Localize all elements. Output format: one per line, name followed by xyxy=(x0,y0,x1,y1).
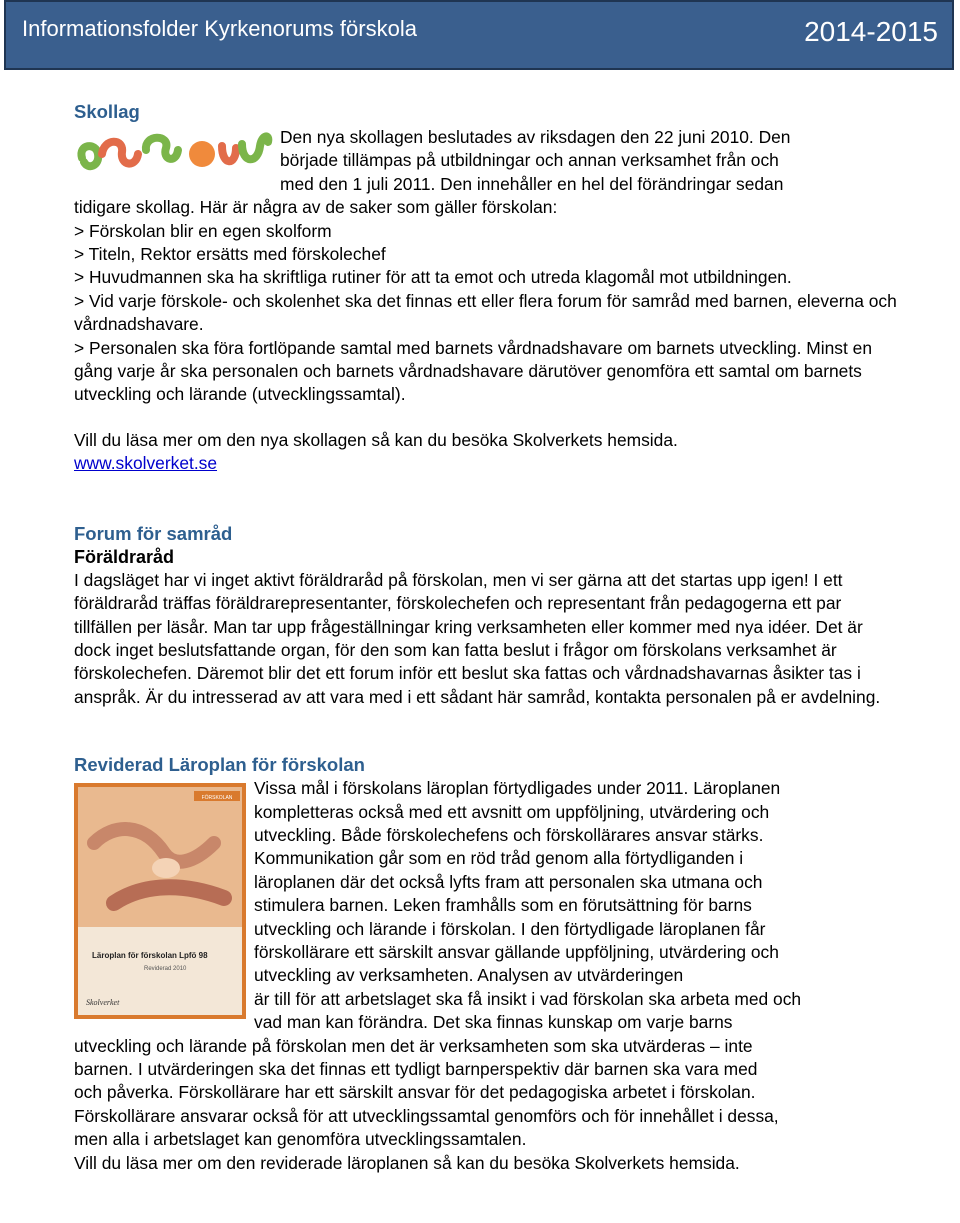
skollag-line: tidigare skollag. Här är några av de saker som gäller förskolan: xyxy=(74,197,558,218)
school-year: 2014-2015 xyxy=(804,16,938,47)
document-title: Informationsfolder Kyrkenorums förskola xyxy=(22,16,417,41)
laroplan-line: utveckling av verksamheten. Analysen av utvärderingen xyxy=(254,965,684,986)
forum-heading: Forum för samråd xyxy=(74,522,233,544)
laroplan-line: är till för att arbetslaget ska få insikt i vad förskolan ska arbeta med och xyxy=(254,988,802,1009)
laroplan-cover-image xyxy=(74,783,250,1023)
skollag-bullet: > Förskolan blir en egen skolform xyxy=(74,220,332,241)
laroplan-line: förskollärare ett särskilt ansvar gällande uppföljning, utvärdering och xyxy=(254,941,779,962)
cover-title: Läroplan för förskolan Lpfö 98 xyxy=(92,951,208,961)
cover-publisher-top: FÖRSKOLAN xyxy=(201,795,233,802)
laroplan-line: Vissa mål i förskolans läroplan förtydligades under 2011. Läroplanen xyxy=(254,778,781,799)
laroplan-section xyxy=(74,753,900,1175)
skollag-bullet: > Vid varje förskole- och skolenhet ska det finnas ett eller flera forum för samråd med barnen, eleverna och vårdnadshavare. xyxy=(74,290,897,335)
skollag-logo-icon xyxy=(74,124,280,194)
laroplan-line: stimulera barnen. Leken framhålls som en förutsättning för barns xyxy=(254,895,752,916)
laroplan-line: barnen. I utvärderingen ska det finnas ett tydligt barnperspektiv där barnen ska vara med xyxy=(74,1059,758,1079)
cover-publisher: Skolverket xyxy=(86,998,120,1008)
skollag-heading: Skollag xyxy=(74,101,140,122)
forum-text: I dagsläget har vi inget aktivt föräldraråd på förskolan, men vi ser gärna att det startas upp igen! I ett föräldraråd träffas föräldrarepresentanter, förskolechefen och representant från pedagogerna ett par tillfällen per läsår. Man tar upp frågeställningar kring verksamheten eller kommer med nya idéer. Det är dock inget beslutsfattande organ, för den som kan fatta beslut i frågor om förskolans verksamhet är förskolechefen. Däremot blir det ett forum inför ett beslut ska fattas och vårdnadshavarnas åsikter tas i anspråk. Är du intresserad av att vara med i ett sådant här samråd, kontakta personalen på er avdelning. xyxy=(74,569,881,707)
laroplan-line: utveckling och lärande i förskolan. I den förtydligade läroplanen får xyxy=(254,918,766,939)
skollag-line: med den 1 juli 2011. Den innehåller en hel del förändringar sedan xyxy=(280,173,784,194)
skollag-bullet: > Huvudmannen ska ha skriftliga rutiner för att ta emot och utreda klagomål mot utbildningen. xyxy=(74,267,792,288)
laroplan-line: och påverka. Förskollärare har ett särskilt ansvar för det pedagogiska arbetet i förskolan. xyxy=(74,1082,756,1103)
foraldrarad-heading: Föräldraråd xyxy=(74,546,175,567)
laroplan-line: Förskollärare ansvarar också för att utvecklingssamtal genomförs och för innehållet i dessa, xyxy=(74,1105,779,1126)
document-body xyxy=(74,100,900,1175)
laroplan-line: kompletteras också med ett avsnitt om uppföljning, utvärdering och xyxy=(254,801,770,822)
laroplan-more-info: Vill du läsa mer om den reviderade läroplanen så kan du besöka Skolverkets hemsida. xyxy=(74,1152,740,1173)
laroplan-line: läroplanen där det också lyfts fram att personalen ska utmana och xyxy=(254,871,763,892)
skollag-line: Den nya skollagen beslutades av riksdagen den 22 juni 2010. Den xyxy=(280,127,791,147)
laroplan-line: utveckling. Både förskolechefens och förskollärares ansvar stärks. xyxy=(254,824,764,845)
laroplan-heading: Reviderad Läroplan för förskolan xyxy=(74,754,365,776)
page-header xyxy=(4,0,954,70)
skollag-bullet: > Titeln, Rektor ersätts med förskolechef xyxy=(74,244,386,265)
laroplan-line: vad man kan förändra. Det ska finnas kunskap om varje barns xyxy=(254,1012,733,1033)
skollag-line: började tillämpas på utbildningar och annan verksamhet från och xyxy=(280,150,779,171)
forum-section xyxy=(74,522,900,709)
laroplan-line: Kommunikation går som en röd tråd genom alla förtydliganden i xyxy=(254,848,744,869)
skollag-bullet: > Personalen ska föra fortlöpande samtal med barnets vårdnadshavare om barnets utveckling. Minst en gång varje år ska personalen och barnets vårdnadshavare därutöver genomföra ett samtal om barnets utveckling och lärande (utvecklingssamtal). xyxy=(74,337,872,405)
skollag-section xyxy=(74,100,900,476)
skollag-more-info: Vill du läsa mer om den nya skollagen så kan du besöka Skolverkets hemsida. xyxy=(74,429,678,450)
laroplan-line: utveckling och lärande på förskolan men det är verksamheten som ska utvärderas – inte xyxy=(74,1035,753,1056)
cover-subtitle: Reviderad 2010 xyxy=(144,966,187,973)
skolverket-link[interactable]: www.skolverket.se xyxy=(74,453,218,474)
laroplan-line: men alla i arbetslaget kan genomföra utvecklingssamtalen. xyxy=(74,1129,527,1150)
